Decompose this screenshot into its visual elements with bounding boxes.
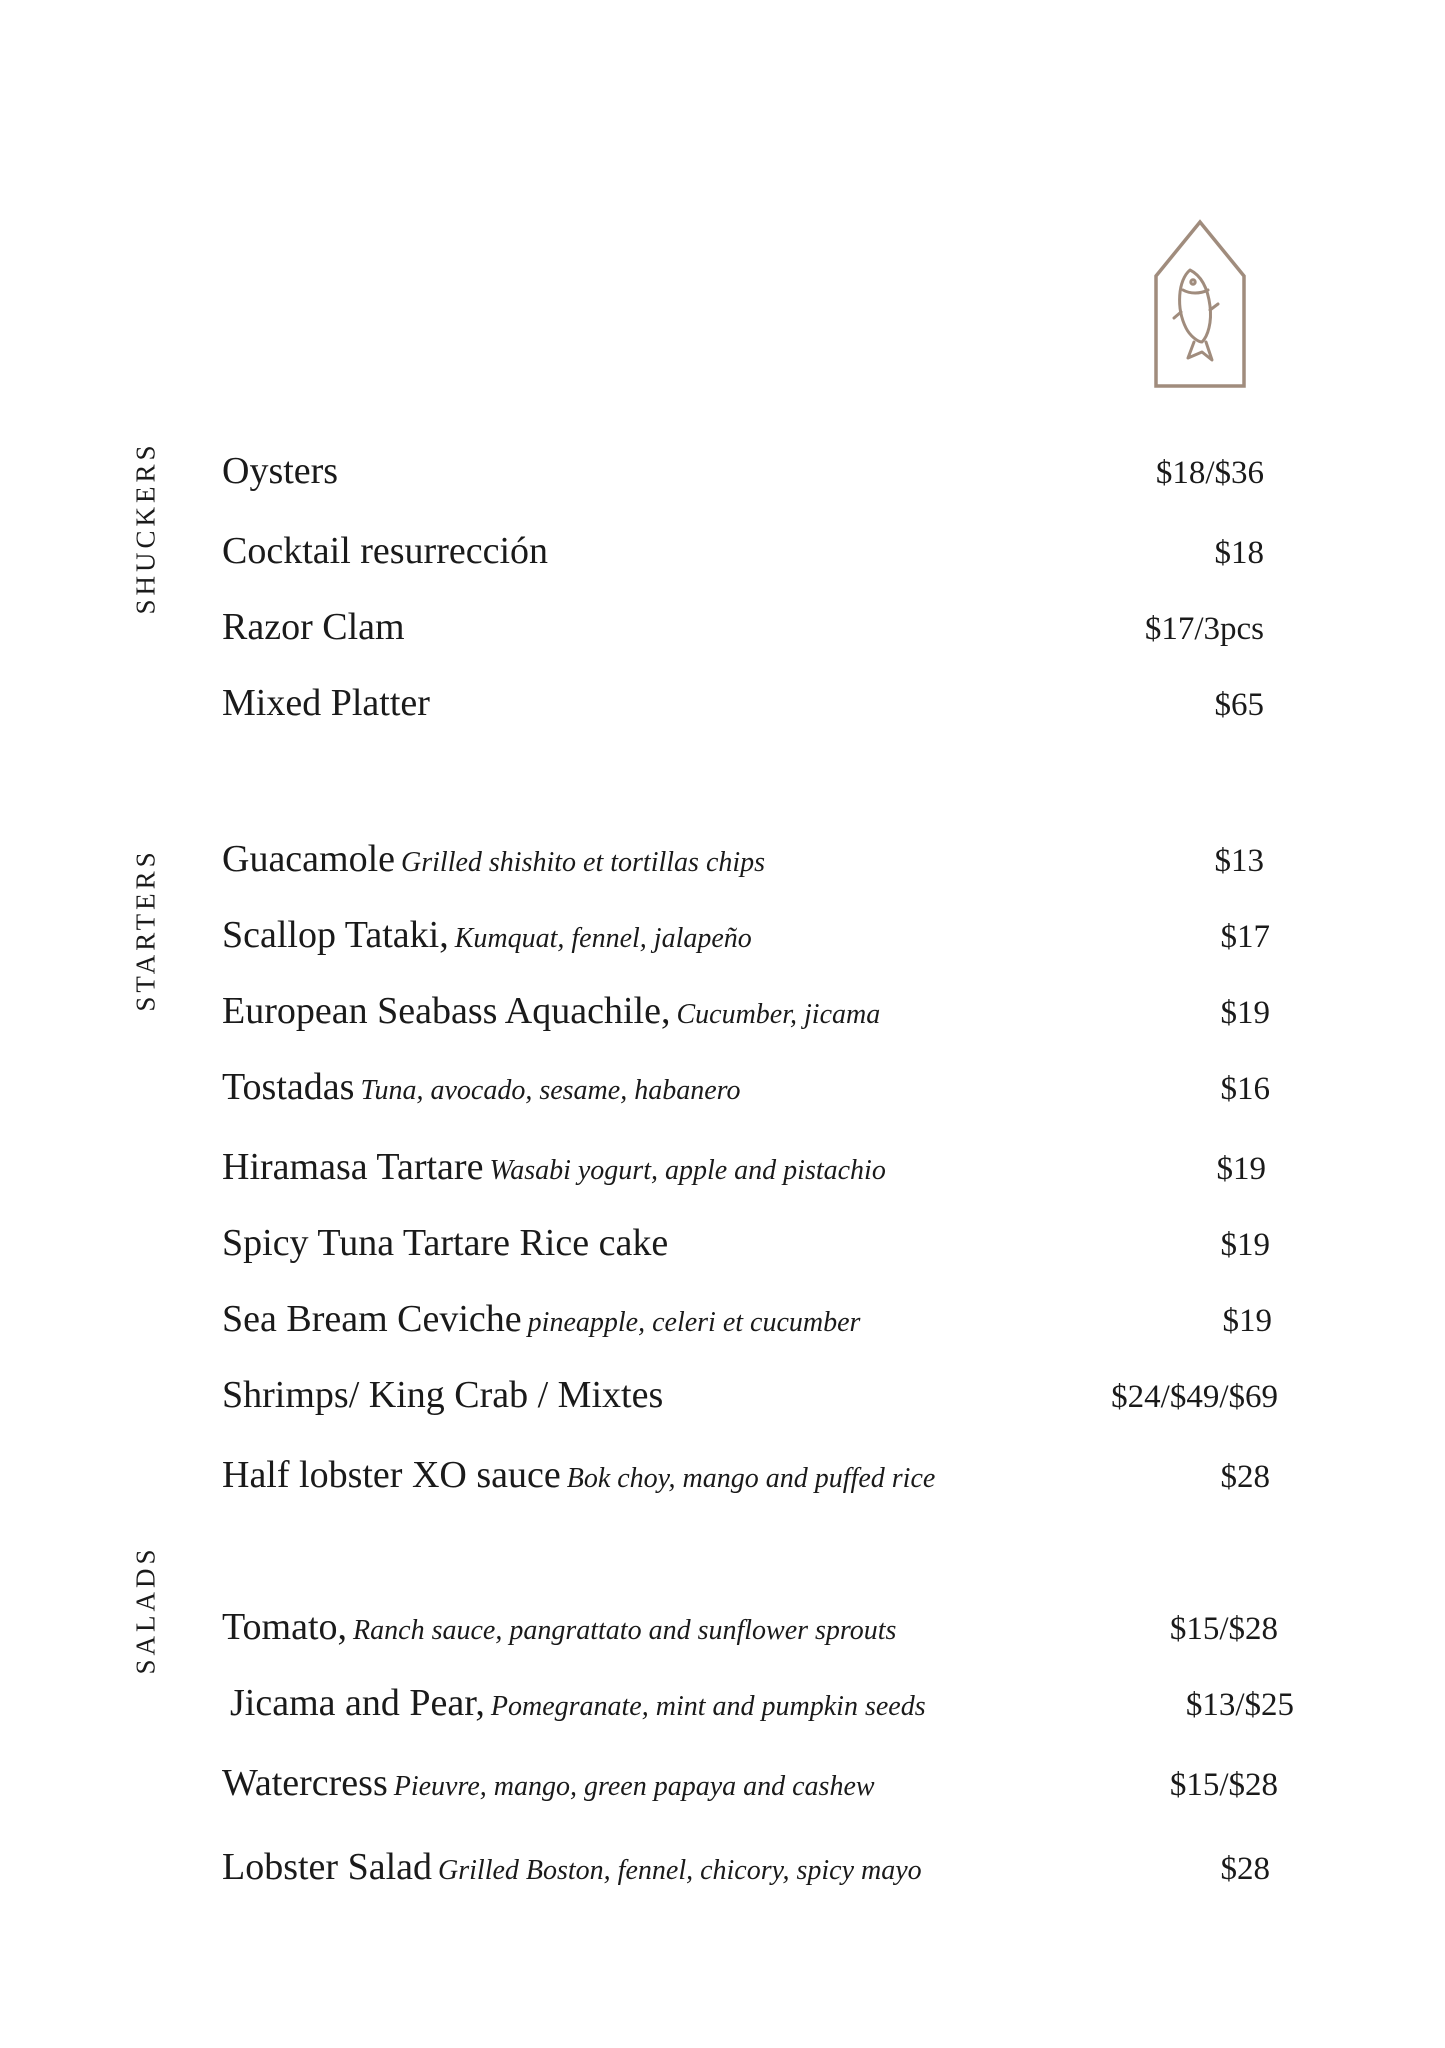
item-name: Half lobster XO sauce Bok choy, mango and puffed rice [222, 1454, 936, 1496]
menu-item [222, 528, 1272, 578]
item-name: Guacamole Grilled shishito et tortillas chips [222, 838, 766, 880]
item-price: $28 [1220, 1459, 1270, 1495]
menu-item [222, 1844, 1272, 1894]
item-description: Kumquat, fennel, jalapeño [454, 923, 752, 954]
menu-item [222, 1064, 1272, 1114]
item-price: $19 [1220, 995, 1270, 1031]
item-price: $15/$28 [1169, 1767, 1278, 1803]
item-name: Cocktail resurrección [222, 530, 549, 572]
item-price: $24/$49/$69 [1111, 1379, 1278, 1415]
item-description: pineapple, celeri et cucumber [527, 1307, 861, 1338]
item-name: Hiramasa Tartare Wasabi yogurt, apple and pistachio [222, 1146, 886, 1188]
item-name: Tomato, Ranch sauce, pangrattato and sunflower sprouts [222, 1606, 897, 1648]
item-price: $16 [1220, 1071, 1270, 1107]
item-name: Jicama and Pear, Pomegranate, mint and pumpkin seeds [230, 1682, 926, 1724]
menu-item [222, 836, 1272, 886]
item-name: European Seabass Aquachile, Cucumber, jicama [222, 990, 881, 1032]
menu-item [222, 680, 1272, 730]
menu-item [222, 1144, 1272, 1194]
item-price: $18/$36 [1155, 455, 1264, 491]
section-label-starters: STARTERS [130, 848, 161, 1012]
menu-item [222, 1372, 1278, 1422]
section-label-shuckers: SHUCKERS [130, 441, 161, 615]
menu-item [222, 1760, 1278, 1810]
item-description: Cucumber, jicama [676, 999, 881, 1030]
item-name: Scallop Tataki, Kumquat, fennel, jalapeño [222, 914, 752, 956]
item-price: $17 [1220, 919, 1270, 955]
item-price: $15/$28 [1169, 1611, 1278, 1647]
item-name: Sea Bream Ceviche pineapple, celeri et cucumber [222, 1298, 861, 1340]
item-description: Tuna, avocado, sesame, habanero [360, 1075, 741, 1106]
item-name: Watercress Pieuvre, mango, green papaya and cashew [222, 1762, 875, 1804]
item-price: $65 [1214, 687, 1264, 723]
item-description: Grilled shishito et tortillas chips [401, 847, 766, 878]
item-name: Spicy Tuna Tartare Rice cake [222, 1222, 669, 1264]
item-description: Grilled Boston, fennel, chicory, spicy mayo [438, 1855, 922, 1886]
item-description: Wasabi yogurt, apple and pistachio [489, 1155, 886, 1186]
fish-house-logo-icon [1150, 218, 1250, 390]
menu-item [222, 1452, 1272, 1502]
menu-item [222, 1296, 1272, 1346]
item-name: Oysters [222, 450, 339, 492]
menu-item [222, 604, 1272, 654]
item-price: $19 [1222, 1303, 1272, 1339]
item-description: Ranch sauce, pangrattato and sunflower sprouts [353, 1615, 897, 1646]
item-name: Razor Clam [222, 606, 405, 648]
item-price: $13/$25 [1185, 1687, 1294, 1723]
item-name: Shrimps/ King Crab / Mixtes [222, 1374, 664, 1416]
menu-item [222, 912, 1272, 962]
menu-item [222, 448, 1272, 498]
item-price: $18 [1214, 535, 1264, 571]
item-description: Bok choy, mango and puffed rice [566, 1463, 936, 1494]
item-name: Lobster Salad Grilled Boston, fennel, chicory, spicy mayo [222, 1846, 922, 1888]
item-price: $13 [1214, 843, 1264, 879]
item-price: $17/3pcs [1144, 611, 1264, 647]
menu-item [222, 988, 1272, 1038]
menu-item [222, 1604, 1278, 1654]
item-name: Tostadas Tuna, avocado, sesame, habanero [222, 1066, 741, 1108]
menu-item [230, 1680, 1294, 1730]
item-price: $28 [1220, 1851, 1270, 1887]
section-label-salads: SALADS [130, 1545, 161, 1675]
item-description: Pomegranate, mint and pumpkin seeds [490, 1691, 926, 1722]
item-price: $19 [1216, 1151, 1266, 1187]
item-description: Pieuvre, mango, green papaya and cashew [393, 1771, 875, 1802]
menu-item [222, 1220, 1272, 1270]
item-name: Mixed Platter [222, 682, 430, 724]
item-price: $19 [1220, 1227, 1270, 1263]
